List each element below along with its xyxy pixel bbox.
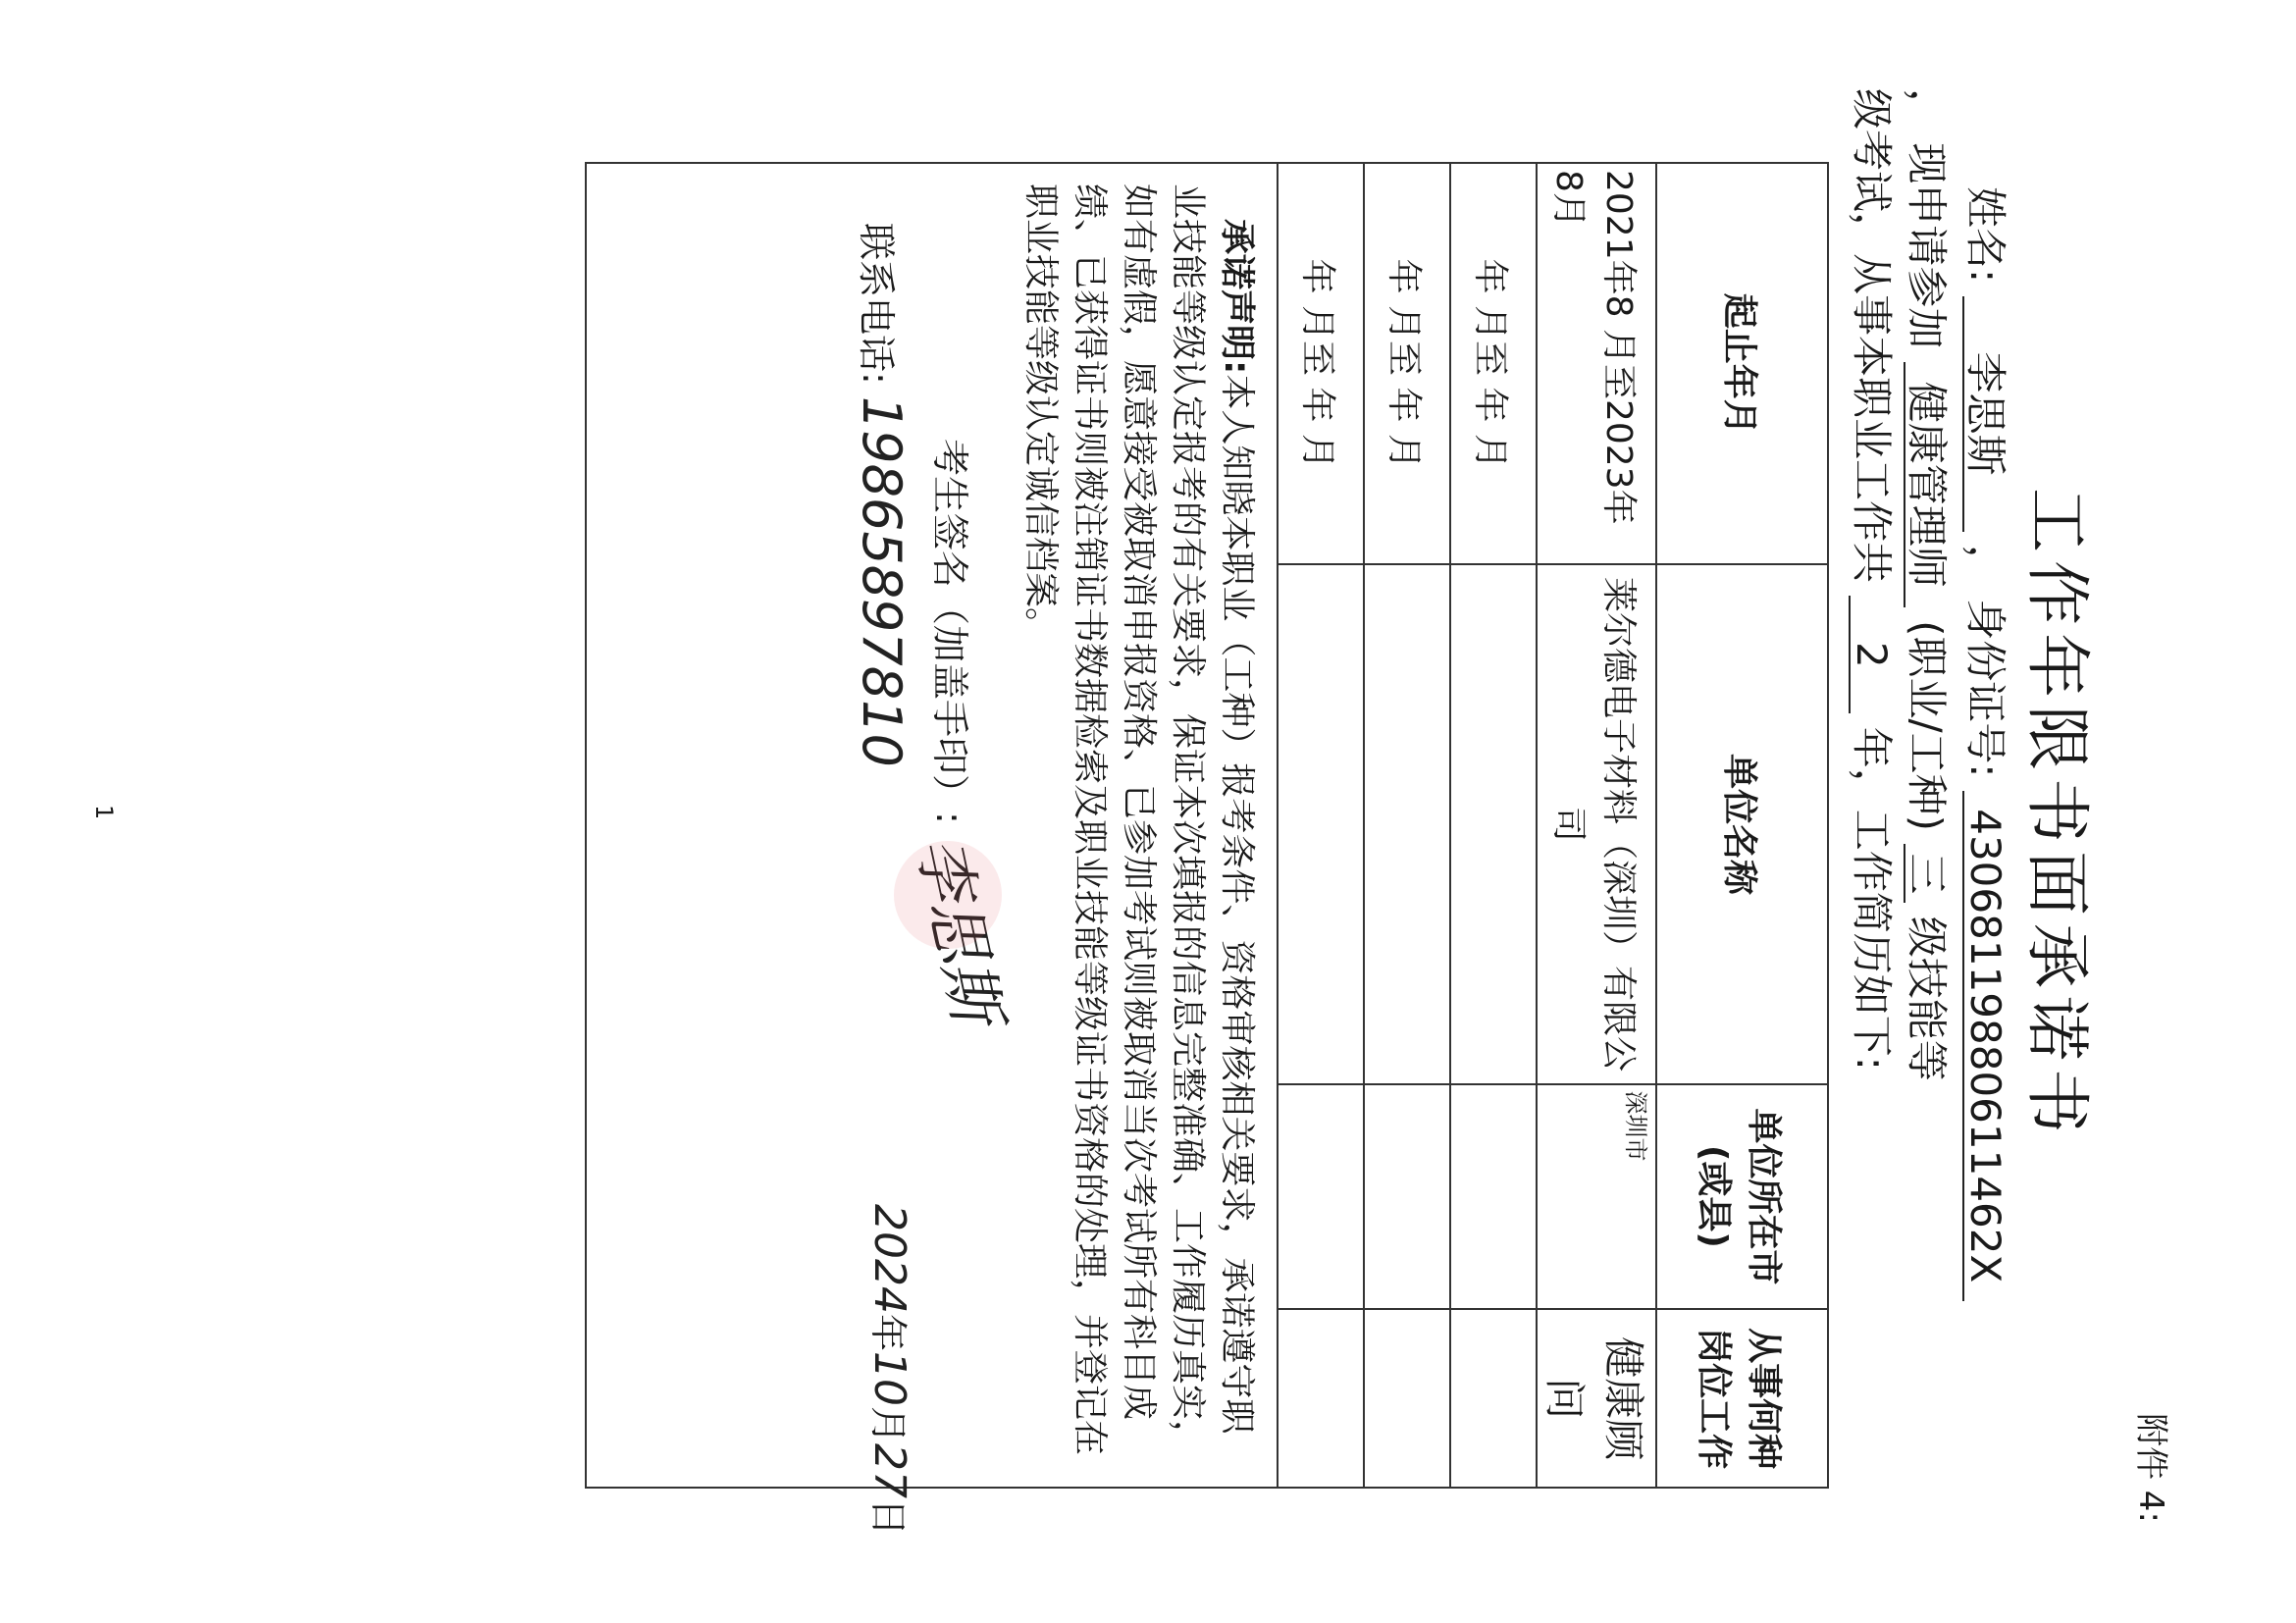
row-location	[1278, 1084, 1364, 1310]
level-value: 三	[1904, 844, 1947, 903]
row-period: 年 月至 年 月	[1364, 163, 1450, 564]
applicant-line-3	[1848, 88, 1896, 1071]
row-position: 健康顾问	[1537, 1309, 1656, 1488]
phone-value: 19865897810	[851, 395, 913, 767]
exam-line-suffix: 年，工作简历如下:	[1848, 726, 1896, 1071]
date-day: 27	[864, 1443, 914, 1499]
attachment-label: 附件 4:	[2131, 1413, 2170, 1523]
row-company	[1364, 564, 1450, 1083]
years-value: 2	[1849, 596, 1892, 713]
row-location	[1364, 1084, 1450, 1310]
handwritten-signature: 李思斯	[902, 830, 1014, 1030]
date-month: 10	[864, 1351, 914, 1406]
row-position	[1450, 1309, 1537, 1488]
pledge-text: 本人知晓本职业（工种）报考条件、资格审核相关要求，承诺遵守职业技能等级认定报考的有关要求，保证本次填报的信息完整准确、工作履历真实，如有虚假，愿意接受被取消申报资格、已参加考试则被取消当次考试所有科目成绩、已获得证书则被注销证书数据检索及职业技能等级证书资格的处理，并登记在职业技能等级认定诚信档案。	[1020, 183, 1257, 1456]
row-company	[1278, 564, 1364, 1083]
fingerprint-stamp	[894, 841, 1002, 949]
row-position	[1278, 1309, 1364, 1488]
id-value: 43068119880611462X	[1962, 791, 2006, 1301]
header-location: 单位所在市(或县)	[1656, 1084, 1828, 1310]
table-row	[1278, 163, 1364, 1488]
row-position	[1364, 1309, 1450, 1488]
applicant-line-2	[1903, 88, 1951, 1081]
row-location: 深圳市	[1537, 1084, 1656, 1310]
pledge-paragraph	[1016, 183, 1261, 1467]
comma: ，	[1961, 544, 2009, 586]
name-label: 姓名:	[1961, 186, 2009, 284]
row-company	[1450, 564, 1537, 1083]
signature-label: 考生签名（加盖手印）:	[928, 439, 971, 824]
row-period: 年 月至 年 月	[1450, 163, 1537, 564]
row-period: 年 月至 年 月	[1278, 163, 1364, 564]
header-position: 从事何种岗位工作	[1656, 1309, 1828, 1488]
occupation-value: 健康管理师	[1904, 362, 1947, 607]
id-label: 身份证号:	[1961, 599, 2009, 778]
phone-label: 联系电话:	[855, 223, 898, 385]
applicant-line-1	[1961, 186, 2009, 1301]
table-row	[1537, 163, 1656, 1488]
date-row	[863, 1204, 913, 1536]
date-month-unit: 月	[866, 1406, 910, 1444]
occupation-label: (职业/工种)	[1903, 620, 1951, 832]
row-period: 2021年8 月至2023年 8月	[1537, 163, 1656, 564]
phone-row	[851, 223, 913, 767]
comma-2: ，	[1903, 88, 1951, 131]
page-title: 工作年限书面承诺书	[2019, 488, 2095, 1141]
exam-line-prefix: 级考试，从事本职业工作共	[1848, 88, 1896, 584]
header-company: 单位名称	[1656, 564, 1828, 1083]
pledge-row	[586, 163, 1278, 1488]
date-year: 2024	[864, 1204, 914, 1314]
name-value: 李思斯	[1962, 296, 2006, 532]
page-number: 1	[90, 805, 118, 820]
date-day-unit: 日	[866, 1498, 910, 1537]
pledge-cell	[586, 163, 1278, 1537]
pledge-title: 承诺声明:	[1217, 219, 1257, 375]
work-history-table	[585, 162, 1829, 1537]
row-company: 莱尔德电子材料（深圳）有限公司	[1537, 564, 1656, 1083]
table-row	[1450, 163, 1537, 1488]
row-location	[1450, 1084, 1537, 1310]
level-suffix: 级技能等	[1903, 916, 1951, 1081]
table-header-row	[1656, 163, 1828, 1488]
header-period: 起止年月	[1656, 163, 1828, 564]
date-year-unit: 年	[866, 1313, 910, 1351]
apply-prefix: 现申请参加	[1903, 142, 1951, 349]
table-row	[1364, 163, 1450, 1488]
